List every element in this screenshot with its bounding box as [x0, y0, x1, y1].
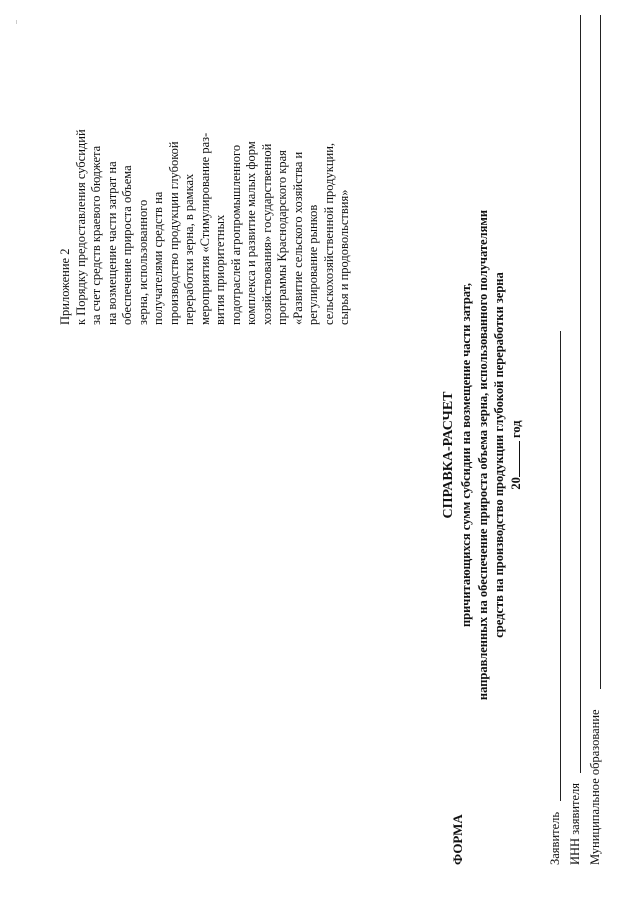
title-line: причитающихся сумм субсидии на возмещение части затрат, — [459, 282, 473, 628]
appendix-line: сельскохозяйственной продукции, — [321, 142, 336, 325]
field-row-applicant — [545, 709, 565, 865]
title-line: направленных на обеспечение прироста объема зерна, использованного получателями — [475, 209, 490, 701]
appendix-line: производство продукции глубокой — [166, 141, 181, 325]
year-prefix: 20 — [508, 477, 523, 490]
field-label: ИНН заявителя — [568, 782, 582, 865]
appendix-line: за счет средств краевого бюджета — [89, 145, 103, 325]
appendix-line: получателями средств на — [151, 191, 165, 325]
appendix-line: зерна, использованного — [135, 199, 150, 325]
appendix-line: программы Краснодарского края — [275, 150, 289, 325]
applicant-fields — [545, 709, 605, 865]
fill-line[interactable] — [560, 331, 561, 801]
appendix-line: подотраслей агропромышленного — [228, 144, 243, 325]
appendix-line: переработки зерна, в рамках — [182, 173, 196, 325]
appendix-line: к Порядку предоставления субсидий — [73, 129, 88, 325]
field-row-inn — [565, 709, 585, 865]
document-title: СПРАВКА-РАСЧЕТ — [441, 391, 456, 519]
appendix-block — [58, 65, 353, 325]
field-label: Муниципальное образование — [588, 709, 602, 865]
appendix-line: хозяйствования» государственной — [259, 143, 274, 325]
appendix-line: сырья и продовольствия» — [337, 189, 351, 325]
appendix-line: на возмещение части затрат на — [104, 161, 119, 325]
appendix-line: мероприятия «Стимулирование раз- — [197, 132, 212, 325]
year-blank — [508, 441, 520, 477]
appendix-line: Приложение 2 — [58, 248, 72, 325]
fill-line[interactable] — [580, 15, 581, 773]
appendix-line: обеспечение прироста объема — [120, 165, 134, 325]
field-row-municipality — [585, 709, 605, 865]
appendix-line: вития приоритетных — [213, 214, 227, 325]
appendix-line: регулирование рынков — [306, 204, 320, 325]
fill-line[interactable] — [600, 15, 601, 689]
year-line — [508, 145, 524, 765]
year-suffix: год — [508, 420, 523, 438]
title-line: средств на производство продукции глубокой переработки зерна — [492, 272, 506, 638]
appendix-line: «Развитие сельского хозяйства и — [290, 151, 305, 325]
field-label: Заявитель — [548, 811, 562, 865]
appendix-line: комплекса и развитие малых форм — [244, 141, 258, 325]
form-label: ФОРМА — [450, 814, 465, 865]
title-block — [440, 145, 524, 765]
